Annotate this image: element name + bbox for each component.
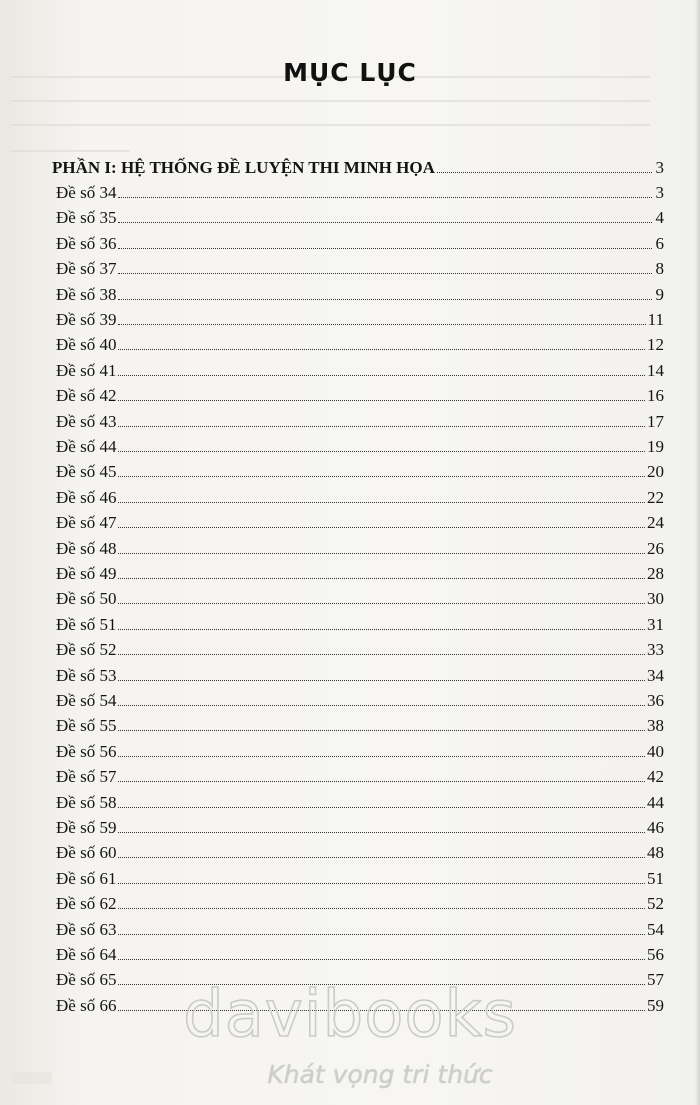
toc-entry[interactable] (56, 259, 664, 285)
dot-leader (118, 273, 652, 274)
toc-page-number: 40 (647, 741, 664, 761)
toc-page-number: 33 (647, 640, 664, 660)
dot-leader (118, 756, 645, 757)
toc-entry-label: Đề số 42 (56, 386, 117, 406)
toc-entry[interactable] (56, 361, 664, 387)
toc-page-number: 42 (647, 767, 664, 787)
toc-entry-label: Đề số 61 (56, 868, 117, 888)
toc-page-number: 34 (647, 665, 664, 685)
toc-page-number: 59 (647, 995, 664, 1015)
toc-page-number: 56 (647, 945, 664, 964)
toc-entry[interactable] (56, 437, 664, 463)
toc-entry-label: Đề số 50 (56, 589, 117, 609)
toc-page-number: 54 (647, 919, 664, 939)
toc-entry[interactable] (56, 920, 664, 946)
toc-entry-label: Đề số 63 (56, 919, 117, 939)
toc-entry-label: Đề số 64 (56, 945, 117, 964)
watermark-brand: davibooks (183, 978, 517, 1052)
dot-leader (118, 680, 645, 681)
toc-entry[interactable] (56, 894, 664, 920)
toc-page-number: 3 (655, 158, 664, 177)
toc-entry[interactable] (56, 767, 664, 793)
toc-entry[interactable] (56, 615, 664, 641)
toc-page-number: 44 (647, 792, 664, 812)
toc-page-number: 3 (655, 183, 664, 202)
toc-entry-label: Đề số 66 (56, 995, 117, 1015)
watermark-tagline: Khát vọng tri thức (267, 1060, 493, 1089)
dot-leader (118, 197, 652, 198)
toc-entry-label: Đề số 57 (56, 767, 117, 787)
dot-leader (118, 908, 645, 909)
toc-page-number: 14 (647, 360, 664, 380)
toc-entry[interactable] (56, 310, 664, 336)
toc-entry-label: Đề số 40 (56, 335, 117, 355)
bleed-through-line (10, 124, 650, 126)
dot-leader (118, 476, 645, 477)
toc-page-number: 36 (647, 691, 664, 710)
toc-entry[interactable] (56, 716, 664, 742)
toc-entry[interactable] (56, 666, 664, 692)
toc-entry[interactable] (56, 640, 664, 666)
toc-entry-label: Đề số 51 (56, 614, 117, 634)
toc-entry[interactable] (56, 335, 664, 361)
toc-entry-label: Đề số 37 (56, 259, 117, 279)
dot-leader (118, 578, 645, 579)
toc-entry[interactable] (56, 793, 664, 819)
dot-leader (118, 222, 652, 223)
toc-entry-label: Đề số 56 (56, 741, 117, 761)
toc-entry[interactable] (56, 843, 664, 869)
dot-leader (118, 857, 645, 858)
toc-entry-label: Đề số 49 (56, 564, 117, 583)
toc-entry[interactable] (56, 818, 664, 844)
toc-entry[interactable] (56, 539, 664, 565)
dot-leader (118, 248, 652, 249)
dot-leader (118, 629, 645, 630)
toc-entry-label: Đề số 46 (56, 487, 117, 507)
dot-leader (118, 451, 645, 452)
toc-page-number: 9 (655, 284, 664, 304)
dot-leader (118, 832, 645, 833)
toc-page-number: 17 (647, 411, 664, 431)
toc-entry[interactable] (56, 742, 664, 768)
toc-page-number: 22 (647, 487, 664, 507)
toc-entry[interactable] (56, 285, 664, 311)
toc-page-number: 57 (647, 970, 664, 990)
toc-entry-label: Đề số 38 (56, 284, 117, 304)
toc-entry-label: Đề số 48 (56, 538, 117, 558)
dot-leader (118, 324, 645, 325)
toc-entry-label: Đề số 65 (56, 970, 117, 990)
toc-page-number: 6 (655, 233, 664, 253)
toc-entry-label: Đề số 54 (56, 691, 117, 710)
toc-entry-label: Đề số 60 (56, 843, 117, 863)
toc-entry[interactable] (56, 386, 664, 412)
toc-entry[interactable] (56, 208, 664, 234)
toc-entry[interactable] (56, 412, 664, 438)
toc-entry[interactable] (56, 564, 664, 590)
bleed-through-line (10, 100, 650, 102)
dot-leader (118, 781, 645, 782)
toc-page-number: 46 (647, 818, 664, 837)
toc-page-number: 16 (647, 386, 664, 406)
toc-page-number: 31 (647, 614, 664, 634)
toc-entry-label: Đề số 59 (56, 818, 117, 837)
dot-leader (118, 349, 645, 350)
toc-entry[interactable] (56, 945, 664, 971)
toc-entry[interactable] (56, 589, 664, 615)
toc-entry-label: Đề số 53 (56, 665, 117, 685)
toc-entry[interactable] (56, 234, 664, 260)
toc-page-number: 19 (647, 437, 664, 456)
toc-entry[interactable] (56, 183, 664, 209)
toc-entry[interactable] (56, 869, 664, 895)
toc-page-number: 38 (647, 716, 664, 736)
toc-entry-label: Đề số 45 (56, 462, 117, 482)
toc-entry[interactable] (56, 513, 664, 539)
toc-page-number: 20 (647, 462, 664, 482)
toc-entry-label: Đề số 58 (56, 792, 117, 812)
dot-leader (118, 603, 645, 604)
toc-page-number: 52 (647, 894, 664, 914)
dot-leader (118, 553, 645, 554)
toc-entry[interactable] (56, 462, 664, 488)
toc-entry-label: Đề số 47 (56, 513, 117, 533)
toc-entry-label: Đề số 36 (56, 233, 117, 253)
toc-page-number: 51 (647, 868, 664, 888)
toc-entry[interactable] (56, 691, 664, 717)
dot-leader (118, 883, 645, 884)
toc-page-number: 24 (647, 513, 664, 533)
dot-leader (118, 375, 645, 376)
toc-page-number: 12 (647, 335, 664, 355)
bleed-through-footer (12, 1072, 52, 1084)
toc-section-heading[interactable] (52, 158, 664, 184)
dot-leader (118, 959, 645, 960)
dot-leader (118, 502, 645, 503)
toc-entry-label: Đề số 52 (56, 640, 117, 660)
toc-entry-label: Đề số 41 (56, 360, 117, 380)
dot-leader (118, 807, 645, 808)
toc-page-number: 11 (647, 310, 664, 329)
dot-leader (118, 400, 645, 401)
toc-entry-label: Đề số 43 (56, 411, 117, 431)
toc-entry-label: Đề số 62 (56, 894, 117, 914)
toc-page-number: 28 (647, 564, 664, 583)
page-title: MỤC LỤC (283, 58, 417, 87)
page-edge-shadow (695, 0, 700, 1105)
dot-leader (118, 527, 645, 528)
dot-leader (118, 654, 645, 655)
toc-entry-label: Đề số 44 (56, 437, 117, 456)
toc-page-number: 26 (647, 538, 664, 558)
dot-leader (118, 705, 645, 706)
toc-entry-label: Đề số 39 (56, 310, 117, 329)
toc-entry-label: Đề số 55 (56, 716, 117, 736)
dot-leader (118, 934, 645, 935)
bleed-through-header (170, 30, 590, 44)
toc-entry-label: Đề số 35 (56, 208, 117, 228)
dot-leader (118, 299, 652, 300)
toc-section-label: PHẦN I: HỆ THỐNG ĐỀ LUYỆN THI MINH HỌA (52, 158, 435, 177)
toc-page-number: 48 (647, 843, 664, 863)
toc-entry[interactable] (56, 488, 664, 514)
dot-leader (118, 426, 645, 427)
bleed-through-line (10, 150, 130, 152)
dot-leader (118, 730, 645, 731)
toc-page-number: 30 (647, 589, 664, 609)
toc-entry-label: Đề số 34 (56, 183, 117, 202)
toc-page-number: 8 (655, 259, 664, 279)
toc-page-number: 4 (655, 208, 664, 228)
dot-leader (437, 172, 652, 173)
